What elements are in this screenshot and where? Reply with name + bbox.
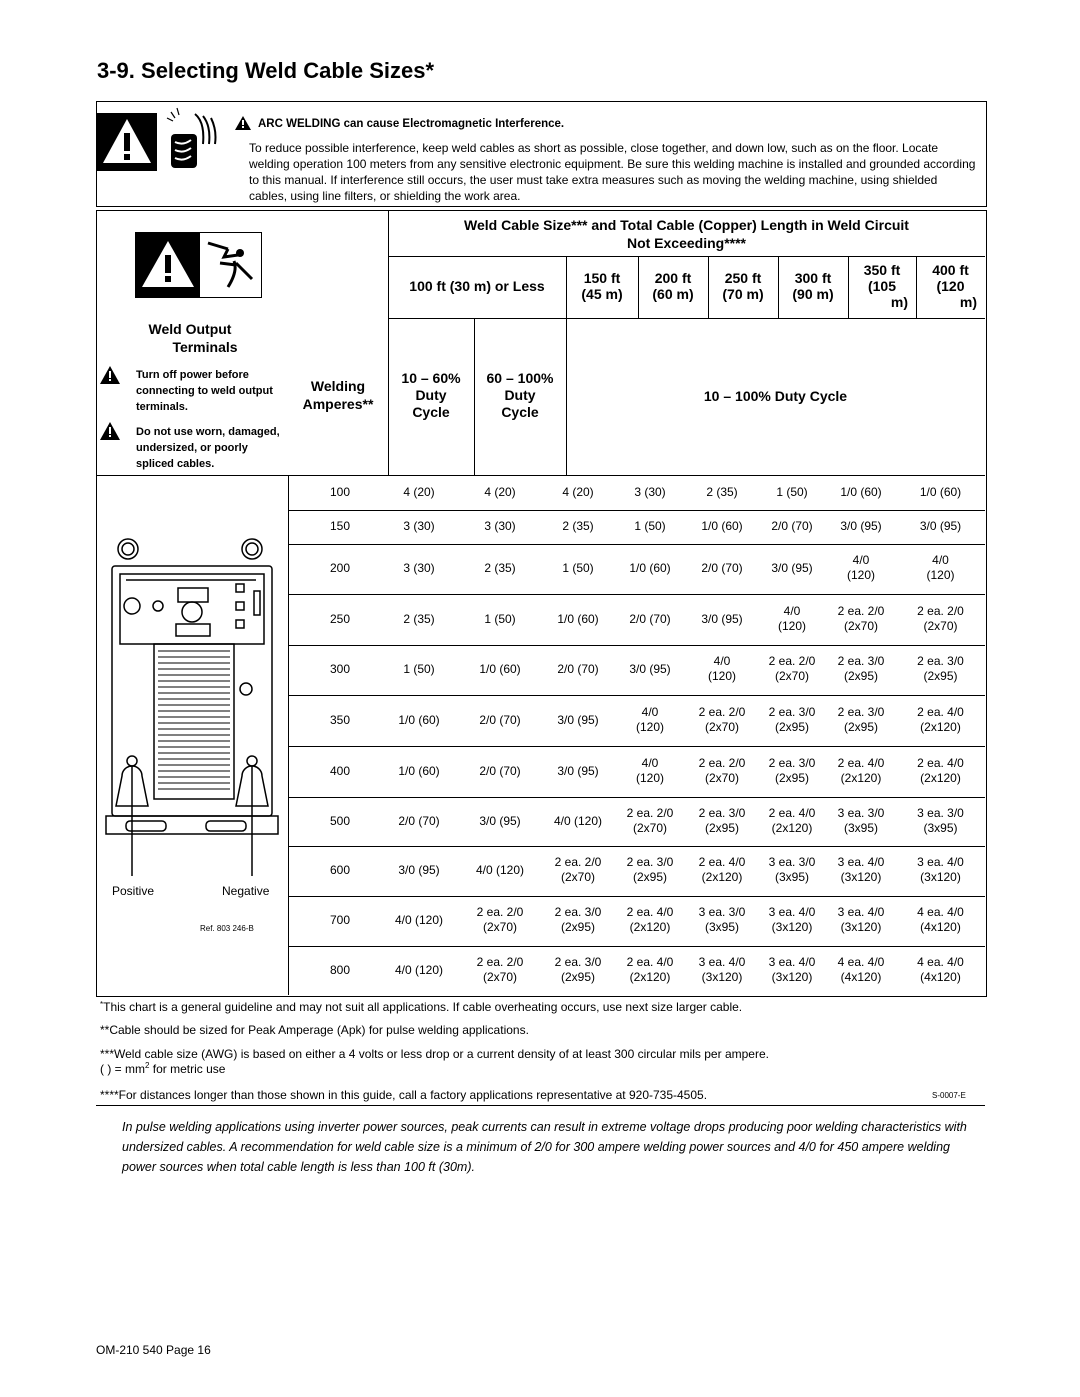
cable-size-cell: 1/0 (60) — [398, 763, 440, 778]
duty-60-100-header: 60 – 100% Duty Cycle — [486, 370, 554, 420]
length-header: 200 ft (60 m) — [652, 270, 694, 302]
cable-size-cell: 2/0 (70) — [701, 561, 743, 575]
length-header: 300 ft (90 m) — [792, 270, 834, 302]
weld-output-label: Weld Output — [148, 321, 232, 337]
cable-size-cell: 2 ea. 3/0 (2x95) — [554, 954, 602, 984]
cable-size-cell: 1/0 (60) — [840, 485, 882, 499]
cable-size-cell: 4/0 (120) — [475, 863, 525, 877]
cable-size-cell: 1/0 (60) — [629, 561, 671, 575]
cable-size-cell: 4 (20) — [562, 485, 594, 499]
cable-size-cell: 2 ea. 2/0 (2x70) — [476, 954, 524, 984]
emi-heading: ARC WELDING can cause Electromagnetic Interference. — [258, 118, 565, 130]
cable-size-cell: 2 ea. 2/0 (2x70) — [698, 704, 746, 734]
cable-size-cell: 3/0 (95) — [557, 712, 599, 727]
cable-size-cell: 3/0 (95) — [771, 561, 813, 575]
cable-size-cell: 2 ea. 3/0 (2x95) — [837, 704, 885, 734]
cable-size-cell: 2 ea. 2/0 (2x70) — [768, 654, 816, 683]
cable-size-cell: 2 ea. 4/0 (2x120) — [626, 905, 674, 934]
cable-size-cell: 4/0 (120) — [777, 603, 806, 633]
cable-size-cell: 2 ea. 3/0 (2x95) — [917, 654, 964, 683]
cable-size-cell: 2 ea. 3/0 (2x95) — [554, 905, 602, 934]
cable-size-cell: 4 ea. 4/0 (4x120) — [917, 905, 964, 934]
amperes-cell: 700 — [329, 913, 351, 927]
cable-size-cell: 3 ea. 4/0 (3x120) — [768, 905, 816, 934]
positive-terminal-label: Positive — [112, 884, 155, 898]
cable-size-cell: 2/0 (70) — [629, 611, 671, 626]
cable-size-cell: 1 (50) — [562, 561, 594, 575]
duty-10-60-header: 10 – 60% Duty Cycle — [401, 370, 461, 420]
cable-size-cell: 1/0 (60) — [919, 485, 962, 499]
cable-size-cell: 2 ea. 3/0 (2x95) — [837, 654, 885, 683]
footnote-3-metric: ( ) = $mm^2$ for metric use — [100, 1061, 226, 1076]
cable-size-cell: 3 (30) — [484, 519, 516, 533]
cable-size-cell: 1/0 (60) — [701, 519, 743, 533]
cable-size-header-line1: Weld Cable Size*** and Total Cable (Copper) Length in Weld Circuit — [464, 217, 909, 233]
cable-size-cell: 3 ea. 3/0 (3x95) — [917, 805, 964, 835]
cable-size-cell: 2 (35) — [562, 519, 594, 533]
length-header: 250 ft (70 m) — [722, 270, 764, 302]
cable-size-cell: 3/0 (95) — [701, 611, 743, 626]
cable-size-cell: 2/0 (70) — [557, 662, 599, 676]
cable-size-cell: 2 ea. 4/0 (2x120) — [626, 954, 674, 984]
cable-size-cell: 4/0 (120) — [553, 813, 603, 828]
cable-size-cell: 3/0 (95) — [557, 763, 599, 778]
small-warning-icon — [235, 116, 251, 130]
amperes-cell: 250 — [329, 611, 351, 626]
warning-triangle-icon — [97, 113, 157, 171]
cable-size-cell: 2/0 (70) — [479, 712, 521, 727]
cable-size-cell: 4/0 (120) — [635, 755, 664, 785]
footnote-1: *This chart is a general guideline and may not suit all applications. If cable overheating occurs, use next size larger cable. — [100, 1000, 743, 1014]
cable-size-cell: 3/0 (95) — [479, 813, 521, 828]
cable-size-cell: 1 (50) — [484, 611, 516, 626]
cable-size-cell: 3 (30) — [403, 561, 435, 575]
cable-size-cell: 4 ea. 4/0 (4x120) — [837, 954, 885, 984]
cable-size-cell: 2 ea. 2/0 (2x70) — [554, 855, 602, 884]
amperes-cell: 500 — [329, 813, 351, 828]
footnote-4: ****For distances longer than those shown in this guide, call a factory applications representative at 920-735-4505. — [100, 1088, 708, 1102]
worn-cable-warning: Do not use worn, damaged, undersized, or poorly spliced cables. — [136, 426, 280, 470]
cable-size-cell: 4/0 (120) — [707, 654, 736, 683]
cable-size-cell: 3 ea. 4/0 (3x120) — [698, 954, 746, 984]
duty-all-header: 10 – 100% Duty Cycle — [703, 388, 848, 404]
length-100-header: 100 ft (30 m) or Less — [409, 278, 545, 294]
footnote-3: ***Weld cable size (AWG) is based on either a 4 volts or less drop or a current density of at least 300 circular mils per ampere. — [100, 1047, 769, 1061]
figure-reference: Ref. 803 246-B — [200, 924, 254, 933]
cable-size-cell: 2 ea. 3/0 (2x95) — [768, 755, 816, 785]
cable-size-cell: 3 ea. 3/0 (3x95) — [768, 855, 816, 884]
cable-size-cell: 4 (20) — [403, 485, 435, 499]
cable-size-cell: 3 ea. 3/0 (3x95) — [837, 805, 885, 835]
page-footer: OM-210 540 Page 16 — [96, 1343, 211, 1357]
emi-warning-box — [96, 101, 987, 207]
length-header: 150 ft (45 m) — [581, 270, 623, 302]
cable-size-cell: 2 ea. 4/0 (2x120) — [917, 755, 964, 785]
cable-size-cell: 4/0 (120) — [846, 553, 875, 582]
cable-size-cell: 1/0 (60) — [557, 611, 599, 626]
length-header: 400 ft (120 m) — [932, 262, 977, 310]
amperes-cell: 800 — [329, 962, 351, 977]
amperes-cell: 150 — [329, 519, 351, 533]
emi-body: To reduce possible interference, keep weld cables as short as possible, close together, and down low, such as on the floor. Locate welding operation 100 meters from any sensitive electronic equipment. Be sure this welding machine is installed and grounded according to this manual. If interference still occurs, the user must take extra measures such as moving the welding machine, using shielded cables, using line filters, or shielding the work area. — [249, 141, 976, 203]
cable-size-cell: 1 (50) — [634, 519, 666, 533]
emi-icon — [161, 104, 223, 172]
cable-size-cell: 2 ea. 2/0 (2x70) — [626, 805, 674, 835]
cable-size-cell: 3/0 (95) — [919, 519, 962, 533]
cable-size-cell: 2 ea. 2/0 (2x70) — [476, 905, 524, 934]
cable-size-cell: 4 (20) — [484, 485, 516, 499]
cable-size-cell: 3 (30) — [634, 485, 666, 499]
length-header: 350 ft (105 m) — [863, 262, 908, 310]
amperes-cell: 100 — [329, 485, 351, 499]
cable-size-cell: 3 ea. 4/0 (3x120) — [917, 855, 964, 884]
cable-size-cell: 4/0 (120) — [635, 704, 664, 734]
shock-warning-icon — [135, 232, 262, 298]
cable-size-cell: 3 ea. 4/0 (3x120) — [837, 905, 885, 934]
cable-size-cell: 2 ea. 3/0 (2x95) — [768, 704, 816, 734]
cable-size-cell: 1 (50) — [776, 485, 808, 499]
cable-size-cell: 1 (50) — [403, 662, 435, 676]
cable-size-cell: 3 ea. 4/0 (3x120) — [768, 954, 816, 984]
warning-icon — [100, 366, 120, 384]
cable-size-cell: 2 ea. 2/0 (2x70) — [698, 755, 746, 785]
welding-label: Welding — [310, 378, 366, 394]
cable-size-cell: 2 ea. 3/0 (2x95) — [698, 805, 746, 835]
cable-size-cell: 3/0 (95) — [398, 863, 440, 877]
cable-size-cell: 2 ea. 4/0 (2x120) — [698, 855, 746, 884]
amperes-cell: 400 — [329, 763, 351, 778]
pulse-welding-note: In pulse welding applications using inverter power sources, peak currents can result in extreme voltage drops producing poor welding characteristics with undersized cables. A recommendation for weld cable size is a minimum of 2/0 for 300 ampere welding power sources and 4/0 for 450 ampere welding power sources when total cable length is less than 100 ft (30m). — [122, 1120, 967, 1174]
terminals-label: Terminals — [172, 339, 238, 355]
cable-size-cell: 2 ea. 3/0 (2x95) — [626, 855, 674, 884]
warning-icon — [100, 422, 120, 440]
cable-size-cell: 2 (35) — [484, 561, 516, 575]
amperes-cell: 200 — [329, 561, 351, 575]
cable-size-cell: 2 ea. 2/0 (2x70) — [837, 603, 885, 633]
cable-size-cell: 3 (30) — [403, 519, 435, 533]
footnote-2: **Cable should be sized for Peak Amperage (Apk) for pulse welding applications. — [100, 1023, 529, 1037]
cable-size-cell: 4/0 (120) — [394, 962, 444, 977]
amperes-cell: 600 — [329, 863, 351, 877]
cable-size-cell: 3 ea. 3/0 (3x95) — [698, 905, 746, 934]
cable-size-cell: 2/0 (70) — [771, 519, 813, 533]
cable-size-cell: 2 ea. 4/0 (2x120) — [768, 805, 816, 835]
cable-size-cell: 2 ea. 4/0 (2x120) — [837, 755, 885, 785]
cable-size-cell: 3/0 (95) — [840, 519, 882, 533]
cable-size-cell: 2/0 (70) — [398, 813, 440, 828]
cable-size-cell: 2 ea. 4/0 (2x120) — [917, 704, 964, 734]
cable-size-cell: 4 ea. 4/0 (4x120) — [917, 954, 964, 984]
amperes-label: Amperes** — [302, 396, 374, 412]
cable-size-cell: 3 ea. 4/0 (3x120) — [837, 855, 885, 884]
turn-off-power-warning: Turn off power before connecting to weld output terminals. — [136, 369, 273, 413]
cable-size-cell: 2 (35) — [706, 485, 738, 499]
cable-size-cell: 1/0 (60) — [479, 662, 521, 676]
cable-size-cell: 2/0 (70) — [479, 763, 521, 778]
amperes-cell: 300 — [329, 662, 351, 676]
cable-size-cell: 2 (35) — [403, 611, 435, 626]
welding-machine-illustration — [96, 476, 288, 946]
cable-size-cell: 2 ea. 2/0 (2x70) — [917, 603, 964, 633]
cable-size-cell: 4/0 (120) — [394, 913, 444, 927]
page-title: 3-9. Selecting Weld Cable Sizes* — [97, 58, 435, 83]
cable-size-cell: 1/0 (60) — [398, 712, 440, 727]
amperes-cell: 350 — [329, 712, 351, 727]
negative-terminal-label: Negative — [222, 884, 270, 898]
cable-size-header-line2: Not Exceeding**** — [626, 235, 747, 251]
cable-size-cell: 4/0 (120) — [926, 553, 955, 582]
chart-code: S-0007-E — [932, 1091, 966, 1100]
cable-size-cell: 3/0 (95) — [629, 662, 671, 676]
